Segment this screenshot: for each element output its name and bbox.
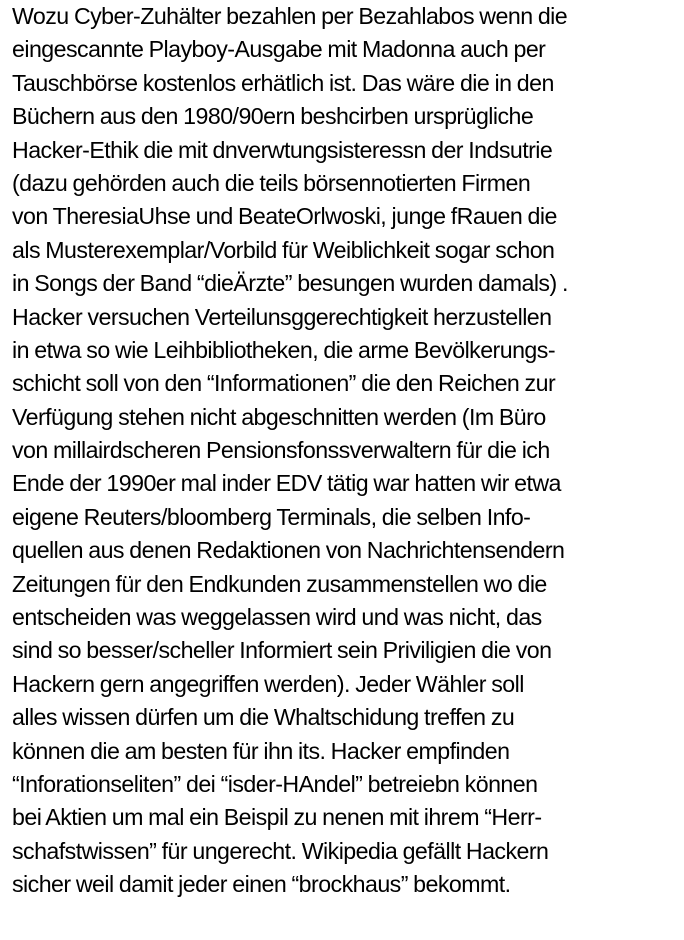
text-line: als Musterexemplar/Vorbild für Weiblichkeit sogar schon [12, 236, 555, 263]
text-line: Wozu Cyber-Zuhälter bezahlen per Bezahlabos wenn die [12, 3, 568, 29]
text-line: entscheiden was weggelassen wird und was nicht, das [12, 604, 542, 631]
text-line: Hacker versuchen Verteilunsggerechtigkeit herzustellen [12, 303, 552, 330]
text-line: schafstwissen” für ungerecht. Wikipedia gefällt Hackern [12, 837, 549, 864]
text-line: eigene Reuters/bloomberg Terminals, die selben Info- [12, 503, 531, 530]
text-line: in etwa so wie Leihbibliotheken, die arme Bevölkerungs- [12, 336, 555, 363]
text-line: bei Aktien um mal ein Beispil zu nenen mit ihrem “Herr- [12, 804, 542, 831]
text-line: von millairdscheren Pensionsfonssverwaltern für die ich [12, 437, 550, 464]
text-line: von TheresiaUhse und BeateOrlwoski, junge fRauen die [12, 203, 557, 230]
text-line: eingescannte Playboy-Ausgabe mit Madonna auch per [12, 36, 546, 63]
text-line: sicher weil damit jeder einen “brockhaus” bekommt. [12, 871, 511, 898]
text-line: Zeitungen für den Endkunden zusammenstellen wo die [12, 570, 547, 597]
body-text [12, 0, 682, 902]
text-line: sind so besser/scheller Informiert sein Priviligien die von [12, 637, 552, 664]
text-line: (dazu gehörden auch die teils börsennotierten Firmen [12, 169, 531, 196]
text-line: alles wissen dürfen um die Whaltschidung treffen zu [12, 704, 515, 731]
text-line: “Inforationseliten” dei “isder-HAndel” betreiebn können [12, 770, 538, 797]
text-line: Hackern gern angegriffen werden). Jeder Wähler soll [12, 670, 524, 697]
text-line: in Songs der Band “dieÄrzte” besungen wurden damals) . [12, 270, 568, 297]
text-line: quellen aus denen Redaktionen von Nachrichtensendern [12, 537, 565, 564]
text-line: Ende der 1990er mal inder EDV tätig war hatten wir etwa [12, 470, 561, 497]
text-line: Büchern aus den 1980/90ern beshcirben ursprügliche [12, 103, 534, 130]
text-line: Hacker-Ethik die mit dnverwtungsisteressn der Indsutrie [12, 136, 553, 163]
text-line: können die am besten für ihn its. Hacker empfinden [12, 737, 510, 764]
text-line: Verfügung stehen nicht abgeschnitten werden (Im Büro [12, 403, 546, 430]
text-line: schicht soll von den “Informationen” die den Reichen zur [12, 370, 556, 397]
text-line: Tauschbörse kostenlos erhätlich ist. Das wäre die in den [12, 69, 554, 96]
